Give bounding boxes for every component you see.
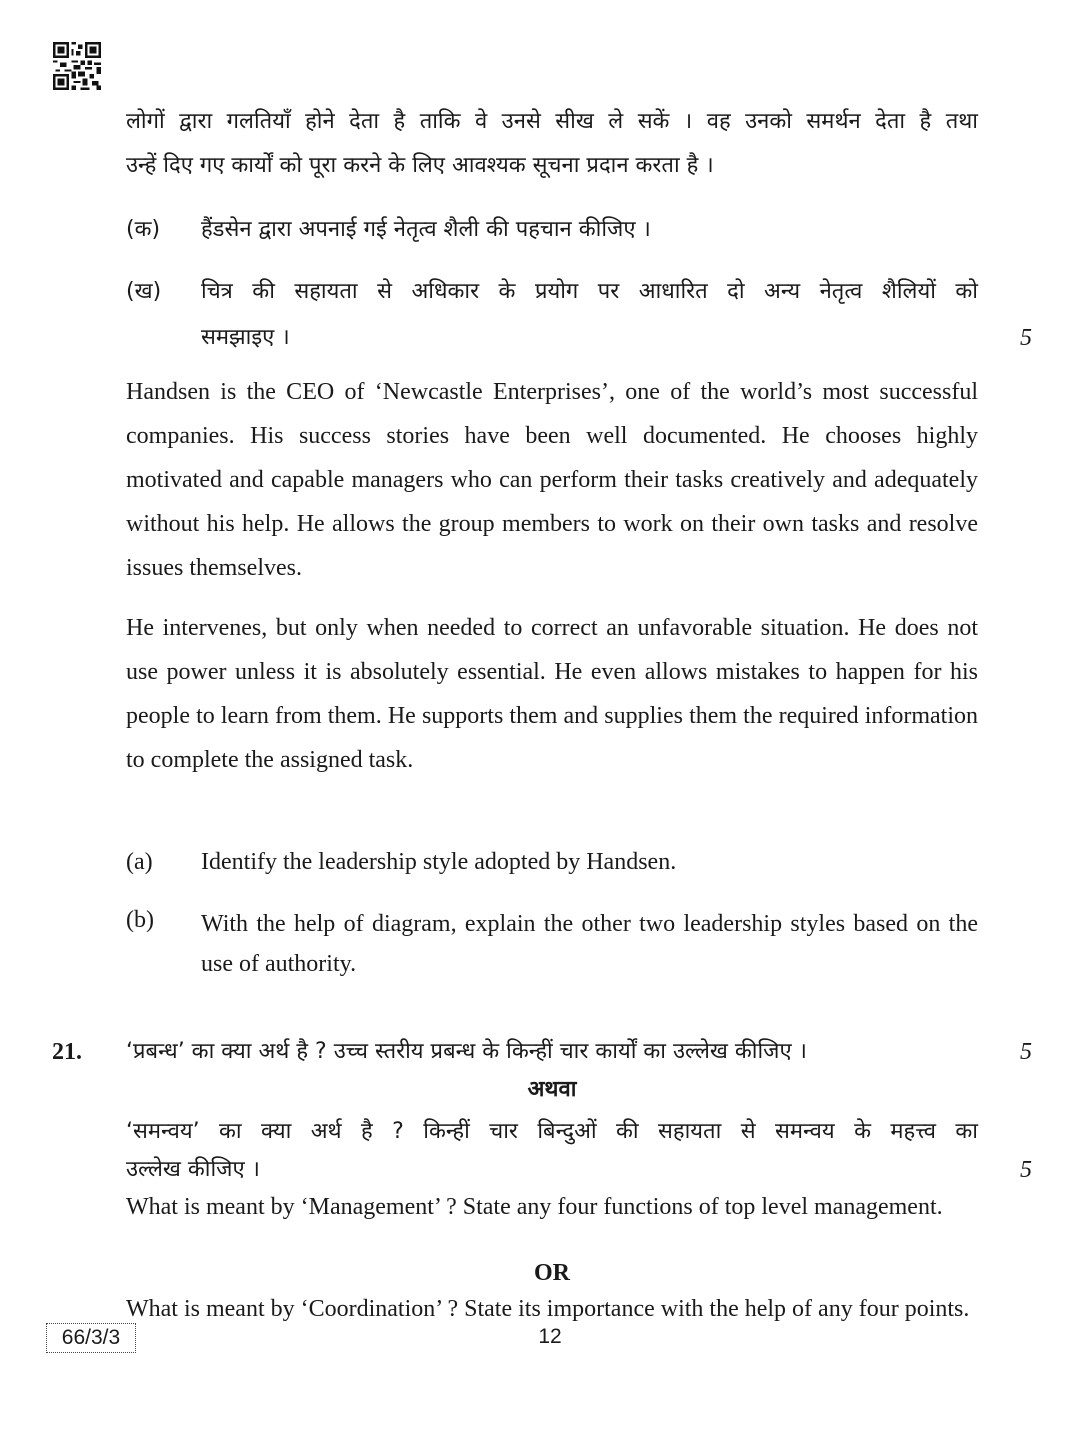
q21-english-question-1: What is meant by ‘Management’ ? State any four functions of top level management.	[126, 1194, 943, 1220]
hindi-item-text-kha-line-1: चित्र की सहायता से अधिकार के प्रयोग पर आधारित दो अन्य नेतृत्व शैलियों को	[201, 279, 978, 304]
english-case-paragraph-2: He intervenes, but only when needed to correct an unfavorable situation. He does not use power unless it is absolutely essential. He even allows mistakes to happen for his people to learn from them. He supports them and supplies them the required information to complete the assigned task.	[126, 615, 978, 773]
q21-hindi-question-1: ‘प्रबन्ध’ का क्या अर्थ है ? उच्च स्तरीय प्रबन्ध के किन्हीं चार कार्यों का उल्लेख कीजिए ।	[126, 1039, 807, 1064]
q21-or-english: OR	[534, 1260, 570, 1286]
question-number-21: 21.	[52, 1039, 82, 1065]
paper-code: 66/3/3	[46, 1323, 136, 1353]
hindi-item-label-ka: (क)	[126, 217, 161, 242]
english-case-paragraph-1: Handsen is the CEO of ‘Newcastle Enterprises’, one of the world’s most successful companies. His success stories have been well documented. He chooses highly motivated and capable managers who can perform their tasks creatively and adequately without his help. He allows the group members to work on their own tasks and resolve issues themselves.	[126, 379, 978, 581]
english-item-label-a: (a)	[126, 849, 153, 875]
q21-marks-1: 5	[1020, 1039, 1032, 1065]
qr-code-icon	[53, 42, 101, 90]
q21-marks-2: 5	[1020, 1157, 1032, 1183]
english-item-label-b: (b)	[126, 907, 154, 933]
english-item-text-b: With the help of diagram, explain the other two leadership styles based on the use of authority.	[201, 911, 978, 977]
q21-hindi-question-2-line-1: ‘समन्वय’ का क्या अर्थ है ? किन्हीं चार बिन्दुओं की सहायता से समन्वय के महत्त्व का	[126, 1119, 978, 1144]
marks-hindi-case: 5	[1020, 325, 1032, 351]
hindi-item-text-ka: हैंडसेन द्वारा अपनाई गई नेतृत्व शैली की पहचान कीजिए ।	[201, 217, 651, 242]
q21-or-hindi: अथवा	[527, 1077, 577, 1102]
english-item-text-a: Identify the leadership style adopted by Handsen.	[201, 849, 677, 875]
page-number: 12	[538, 1325, 562, 1348]
hindi-case-line-2: उन्हें दिए गए कार्यों को पूरा करने के लिए आवश्यक सूचना प्रदान करता है ।	[126, 153, 714, 178]
q21-english-question-2: What is meant by ‘Coordination’ ? State its importance with the help of any four points.	[126, 1296, 970, 1322]
hindi-case-line-1: लोगों द्वारा गलतियाँ होने देता है ताकि वे उनसे सीख ले सकें । वह उनको समर्थन देता है तथा	[126, 109, 978, 134]
hindi-item-text-kha-line-2: समझाइए ।	[201, 325, 290, 350]
q21-hindi-question-2-line-2: उल्लेख कीजिए ।	[126, 1157, 260, 1182]
hindi-item-label-kha: (ख)	[126, 279, 162, 304]
